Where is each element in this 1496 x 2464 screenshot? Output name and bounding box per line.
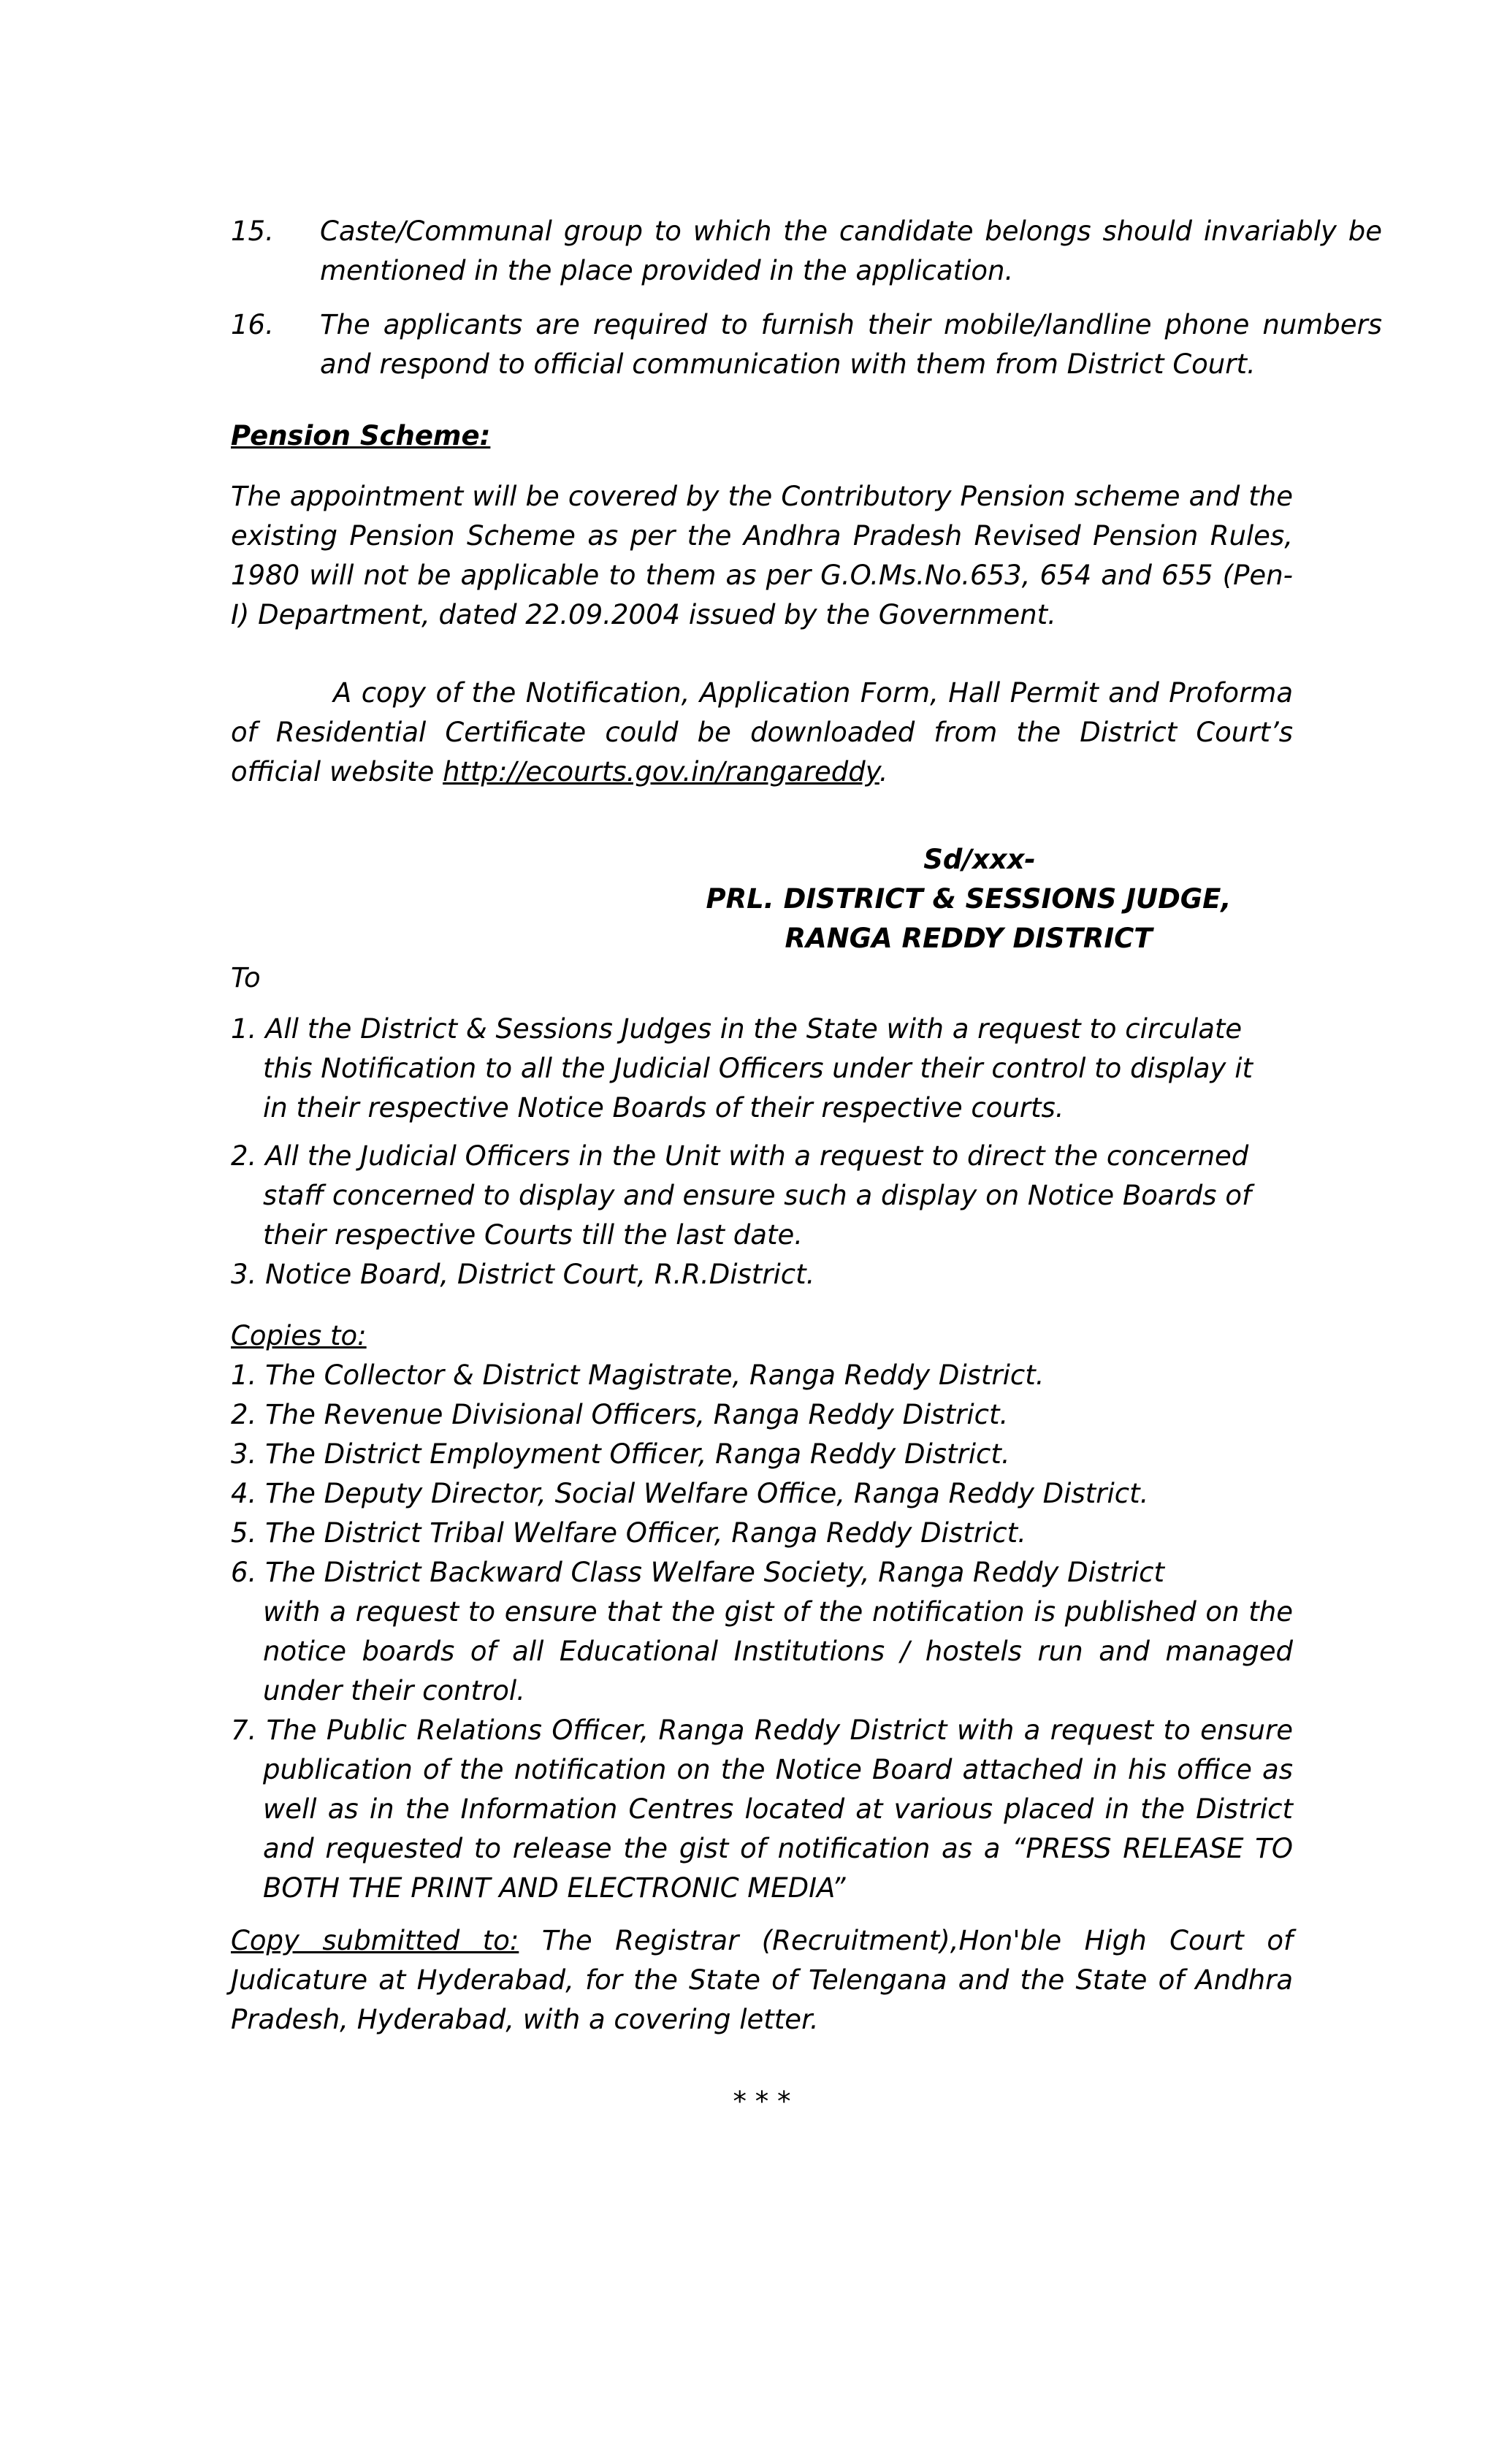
- copies-item: 5. The District Tribal Welfare Officer, Ranga Reddy District.: [231, 1517, 1026, 1549]
- end-mark: * * *: [733, 2086, 791, 2117]
- item-text: Caste/Communal group to which the candidate belongs should invariably be mentioned in the place provided in the application.: [320, 215, 1382, 286]
- copies-list: [231, 1356, 1293, 1908]
- copies-item: 3. The District Employment Officer, Ranga Reddy District.: [231, 1438, 1010, 1470]
- signature-sd: Sd/xxx-: [923, 844, 1036, 875]
- to-item: 3. Notice Board, District Court, R.R.District.: [231, 1259, 815, 1290]
- download-end: .: [879, 756, 888, 787]
- pension-heading: Pension Scheme:: [231, 420, 491, 451]
- copies-item: 4. The Deputy Director, Social Welfare Office, Ranga Reddy District.: [231, 1478, 1149, 1509]
- copies-item-6-line1: 6. The District Backward Class Welfare Society, Ranga Reddy District: [231, 1557, 1164, 1588]
- copy-submitted-text: The Registrar (Recruitment),Hon'ble High Court of Judicature at Hyderabad, for the State of Telengana and the State of Andhra Pradesh, Hyderabad, with a covering letter.: [231, 1925, 1293, 2035]
- item-number: 15.: [231, 215, 274, 247]
- website-link[interactable]: http://ecourts.gov.in/rangareddy: [443, 756, 879, 787]
- copies-item: 1. The Collector & District Magistrate, Ranga Reddy District.: [231, 1359, 1045, 1391]
- to-item: 2. All the Judicial Officers in the Unit with a request to direct the concerned staff concerned to display and ensure such a display on Notice Boards of their respective Courts till the last date.: [231, 1140, 1251, 1251]
- numbered-item-15: [231, 212, 1382, 291]
- to-list: [231, 1010, 1261, 1294]
- signature-title: PRL. DISTRICT & SESSIONS JUDGE,: [706, 883, 1232, 915]
- copies-item-6-rest: with a request to ensure that the gist of the notification is published on the notice boards of all Educational Institutions / hostels run and managed under their control.: [263, 1596, 1293, 1706]
- copies-label: Copies to:: [231, 1320, 367, 1351]
- to-label: To: [231, 962, 261, 993]
- copies-item-7: 7. The Public Relations Officer, Ranga Reddy District with a request to ensure publication of the notification on the Notice Board attached in his office as well as in the Information Centres located at various placed in the District and requested to release the gist of notification as a “PRESS RELEASE TO BOTH THE PRINT AND ELECTRONIC MEDIA”: [231, 1714, 1293, 1904]
- download-text: A copy of the Notification, Application Form, Hall Permit and Proforma of Residential Certificate could be downloaded from the District Court’s official website: [231, 677, 1293, 787]
- signature-district: RANGA REDDY DISTRICT: [785, 923, 1153, 954]
- download-paragraph: [231, 674, 1293, 792]
- copies-item: 2. The Revenue Divisional Officers, Ranga Reddy District.: [231, 1399, 1009, 1430]
- to-item: 1. All the District & Sessions Judges in the State with a request to circulate this Notification to all the Judicial Officers under their control to display it in their respective Notice Boards of their respective courts.: [231, 1013, 1253, 1124]
- signature-block: [698, 840, 1239, 958]
- copy-submitted-paragraph: [231, 1921, 1293, 2040]
- item-text: The applicants are required to furnish their mobile/landline phone numbers and respond to official communication with them from District Court.: [320, 309, 1382, 380]
- pension-paragraph: The appointment will be covered by the Contributory Pension scheme and the existing Pension Scheme as per the Andhra Pradesh Revised Pension Rules, 1980 will not be applicable to them as per G.O.Ms.No.653, 654 and 655 (Pen-I) Department, dated 22.09.2004 issued by the Government.: [231, 481, 1293, 630]
- numbered-item-16: [231, 305, 1382, 384]
- item-number: 16.: [231, 309, 274, 340]
- copy-submitted-label: Copy submitted to:: [231, 1925, 519, 1956]
